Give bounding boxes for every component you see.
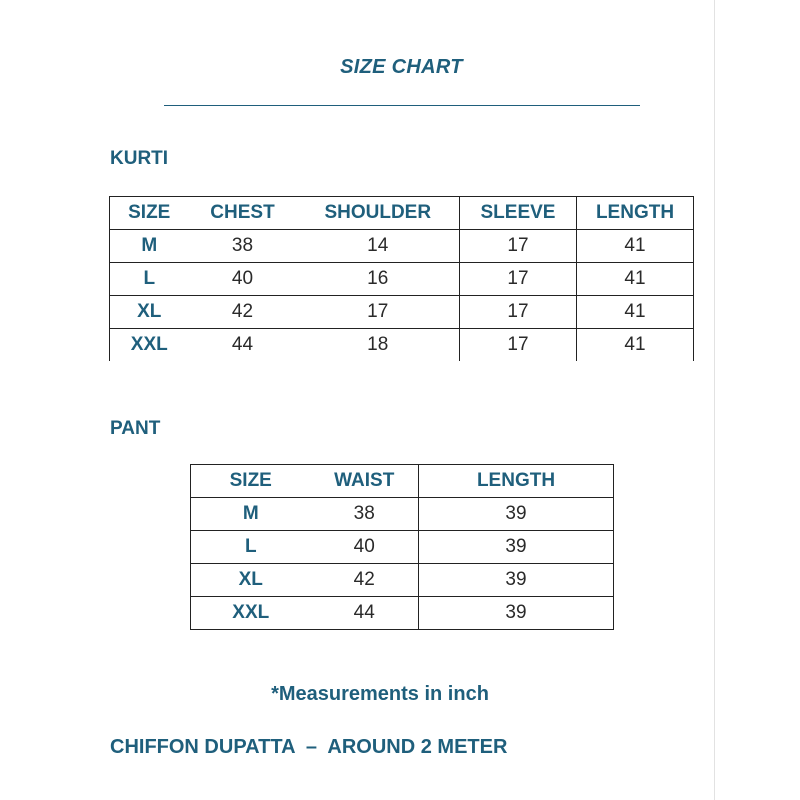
pant-length-cell: 39 [419,531,614,564]
kurti-section-label: KURTI [110,148,169,169]
table-row [191,564,614,597]
kurti-shoulder-cell: 14 [297,230,460,263]
pant-size-cell: XXL [191,597,311,630]
kurti-chest-cell: 40 [189,263,297,296]
kurti-chest-cell: 38 [189,230,297,263]
kurti-length-cell: 41 [577,230,694,263]
kurti-header-length: LENGTH [577,197,694,230]
kurti-size-table [109,196,694,361]
table-row [191,597,614,630]
pant-size-cell: XL [191,564,311,597]
kurti-header-size: SIZE [110,197,189,230]
table-row [110,230,694,263]
pant-header-size: SIZE [191,465,311,498]
pant-length-cell: 39 [419,564,614,597]
table-row [110,296,694,329]
title-underline [164,105,640,106]
kurti-size-cell: L [110,263,189,296]
kurti-size-cell: XXL [110,329,189,362]
page-title: SIZE CHART [340,56,463,78]
kurti-length-cell: 41 [577,329,694,362]
table-row [191,498,614,531]
kurti-header-shoulder: SHOULDER [297,197,460,230]
pant-waist-cell: 44 [311,597,419,630]
kurti-shoulder-cell: 18 [297,329,460,362]
table-row [191,531,614,564]
kurti-shoulder-cell: 17 [297,296,460,329]
pant-header-row [191,465,614,498]
kurti-size-cell: M [110,230,189,263]
kurti-chest-cell: 44 [231,334,254,355]
pant-waist-cell: 40 [311,531,419,564]
dupatta-info: CHIFFON DUPATTA – AROUND 2 METER [110,736,508,758]
pant-header-waist: WAIST [311,465,419,498]
pant-size-cell: M [191,498,311,531]
pant-size-cell: L [191,531,311,564]
table-row [110,263,694,296]
kurti-sleeve-cell: 17 [460,329,577,362]
pant-size-table [190,464,614,630]
kurti-header-sleeve: SLEEVE [460,197,577,230]
pant-header-length: LENGTH [419,465,614,498]
kurti-length-cell: 41 [577,263,694,296]
pant-waist-cell: 42 [311,564,419,597]
measurement-note: *Measurements in inch [271,683,489,705]
kurti-shoulder-cell: 16 [297,263,460,296]
pant-section-label: PANT [110,418,161,439]
kurti-header-chest: CHEST [189,197,297,230]
kurti-chest-cell: 42 [189,296,297,329]
kurti-length-cell: 41 [577,296,694,329]
kurti-sleeve-cell: 17 [460,263,577,296]
kurti-header-row [110,197,694,230]
pant-length-cell: 39 [419,597,614,630]
page-edge-divider [714,0,715,800]
pant-waist-cell: 38 [311,498,419,531]
table-row [110,329,694,362]
kurti-size-cell: XL [110,296,189,329]
kurti-sleeve-cell: 17 [460,230,577,263]
kurti-sleeve-cell: 17 [460,296,577,329]
pant-length-cell: 39 [419,498,614,531]
